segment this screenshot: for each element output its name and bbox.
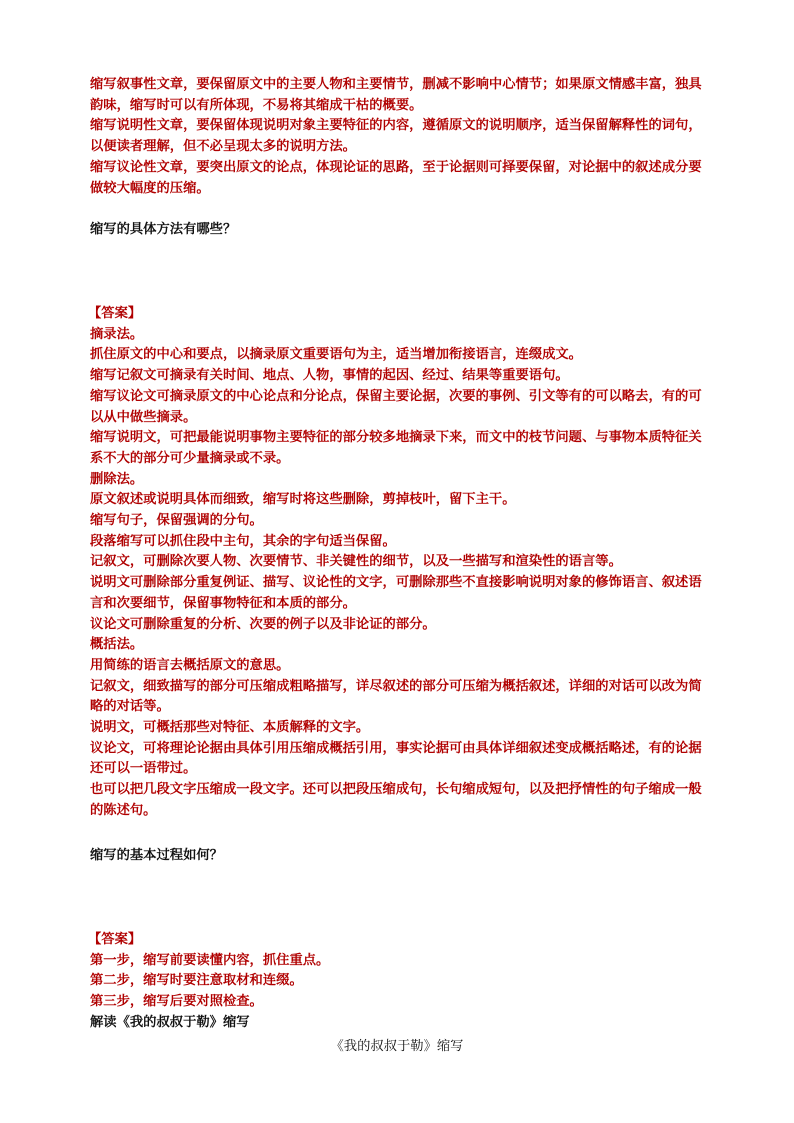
intro-section — [90, 75, 702, 199]
question-1: 缩写的具体方法有哪些？ — [90, 222, 237, 237]
answer-line: 说明文，可概括那些对特征、本质解释的文字。 — [90, 720, 370, 736]
answer-line: 第三步，缩写后要对照检查。 — [90, 994, 263, 1010]
question-2: 缩写的基本过程如何？ — [90, 848, 223, 863]
answer-line: 原文叙述或说明具体而细致，缩写时将这些删除，剪掉枝叶，留下主干。 — [90, 492, 516, 508]
answer-line: 议论文，可将理论论据由具体引用压缩成概括引用，事实论据可由具体详细叙述变成概括略述，有的论据还可以一语带过。 — [90, 740, 702, 777]
essay-title: 《我的叔叔于勒》缩写 — [330, 1039, 464, 1054]
answer-line: 摘录法。 — [90, 326, 144, 342]
answer-line: 第一步，缩写前要读懂内容，抓住重点。 — [90, 952, 330, 968]
answer-line: 记叙文，可删除次要人物、次要情节、非关键性的细节，以及一些描写和渲染性的语言等。 — [90, 554, 622, 570]
answer-line: 删除法。 — [90, 471, 144, 487]
answer-line: 抓住原文的中心和要点，以摘录原文重要语句为主，适当增加衔接语言，连缀成文。 — [90, 347, 582, 363]
answer-tag: 【答案】 — [88, 932, 142, 947]
intro-paragraph: 缩写议论性文章，要突出原文的论点，体现论证的思路，至于论据则可择要保留，对论据中的叙述成分要做较大幅度的压缩。 — [90, 159, 702, 196]
answer-line: 说明文可删除部分重复例证、描写、议论性的文字，可删除那些不直接影响说明对象的修饰语言、叙述语言和次要细节，保留事物特征和本质的部分。 — [90, 575, 702, 611]
answer-line: 记叙文，细致描写的部分可压缩成粗略描写，详尽叙述的部分可压缩为概括叙述，详细的对话可以改为简略的对话等。 — [90, 678, 702, 715]
closing-line: 解读《我的叔叔于勒》缩写 — [90, 1014, 250, 1030]
answer-line: 段落缩写可以抓住段中主句，其余的字句适当保留。 — [90, 533, 396, 549]
answer-line: 缩写说明文，可把最能说明事物主要特征的部分较多地摘录下来，而文中的枝节问题、与事物本质特征关系不大的部分可少量摘录或不录。 — [90, 430, 702, 466]
answer-line: 议论文可删除重复的分析、次要的例子以及非论证的部分。 — [90, 616, 436, 632]
answer-line: 缩写记叙文可摘录有关时间、地点、人物，事情的起因、经过、结果等重要语句。 — [90, 368, 569, 384]
answer-line: 用简练的语言去概括原文的意思。 — [90, 657, 290, 673]
answer-2-section — [90, 930, 702, 1034]
answer-line: 概括法。 — [90, 637, 144, 653]
answer-line: 缩写议论文可摘录原文的中心论点和分论点，保留主要论据，次要的事例、引文等有的可以略去，有的可以从中做些摘录。 — [90, 388, 702, 425]
intro-paragraph: 缩写叙事性文章，要保留原文中的主要人物和主要情节，删减不影响中心情节；如果原文情感丰富，独具韵味，缩写时可以有所体现，不易将其缩成干枯的概要。 — [90, 77, 702, 113]
answer-1-section — [90, 304, 702, 822]
intro-paragraph: 缩写说明性文章，要保留体现说明对象主要特征的内容，遵循原文的说明顺序，适当保留解释性的词句，以便读者理解，但不必呈现太多的说明方法。 — [90, 118, 702, 155]
answer-line: 第二步，缩写时要注意取材和连缀。 — [90, 973, 303, 989]
answer-line: 缩写句子，保留强调的分句。 — [90, 513, 263, 529]
answer-line: 也可以把几段文字压缩成一段文字。还可以把段压缩成句，长句缩成短句，以及把抒情性的句子缩成一般的陈述句。 — [90, 782, 702, 818]
answer-tag: 【答案】 — [88, 306, 142, 321]
